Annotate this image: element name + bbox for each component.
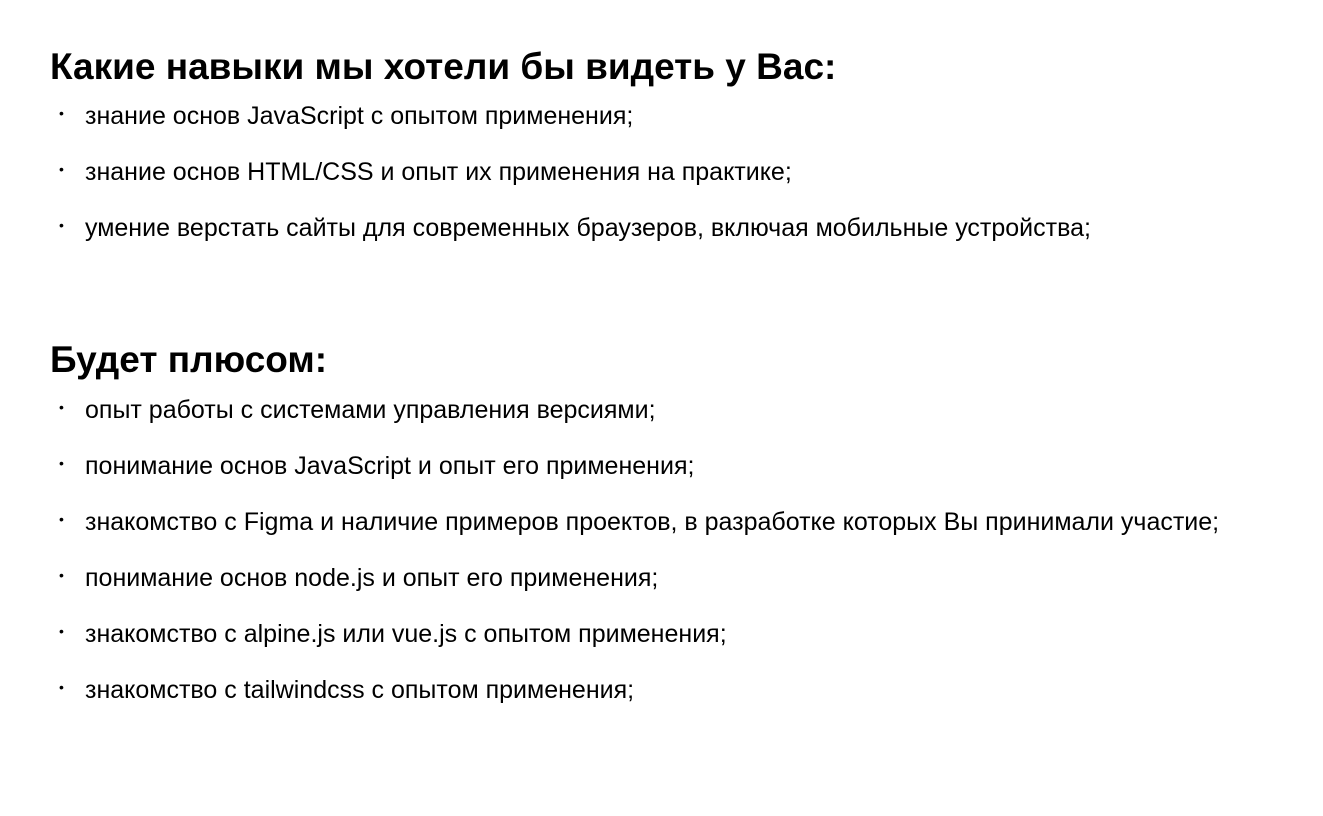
list-item	[50, 448, 1290, 484]
plus-heading: Будет плюсом:	[50, 339, 328, 380]
skills-section	[50, 45, 1290, 266]
skills-heading: Какие навыки мы хотели бы видеть у Вас:	[50, 46, 837, 87]
bullet-icon: •	[59, 399, 64, 415]
list-item	[50, 392, 1290, 428]
list-item	[50, 154, 1290, 190]
list-item	[50, 560, 1290, 596]
bullet-icon: •	[59, 511, 64, 527]
list-item-text: знакомство с tailwindcss с опытом применения;	[85, 676, 635, 704]
list-item	[50, 616, 1290, 652]
bullet-icon: •	[59, 105, 64, 121]
bullet-icon: •	[59, 161, 64, 177]
bullet-icon: •	[59, 679, 64, 695]
list-item	[50, 504, 1290, 540]
bullet-icon: •	[59, 623, 64, 639]
bullet-icon: •	[59, 455, 64, 471]
list-item-text: знакомство с alpine.js или vue.js с опытом применения;	[85, 620, 727, 648]
list-item-text: знакомство с Figma и наличие примеров проектов, в разработке которых Вы принимали участие;	[85, 508, 1220, 536]
bullet-icon: •	[59, 567, 64, 583]
list-item	[50, 672, 1290, 708]
plus-section	[50, 338, 1290, 728]
list-item-text: понимание основ JavaScript и опыт его применения;	[85, 452, 695, 480]
list-item	[50, 210, 1290, 246]
bullet-icon: •	[59, 217, 64, 233]
plus-list	[50, 392, 1290, 708]
list-item-text: опыт работы с системами управления версиями;	[85, 396, 656, 424]
list-item-text: понимание основ node.js и опыт его применения;	[85, 564, 659, 592]
list-item-text: умение верстать сайты для современных браузеров, включая мобильные устройства;	[85, 214, 1091, 242]
list-item-text: знание основ HTML/CSS и опыт их применения на практике;	[85, 158, 792, 186]
skills-list	[50, 98, 1290, 246]
list-item-text: знание основ JavaScript с опытом применения;	[85, 102, 634, 130]
list-item	[50, 98, 1290, 134]
